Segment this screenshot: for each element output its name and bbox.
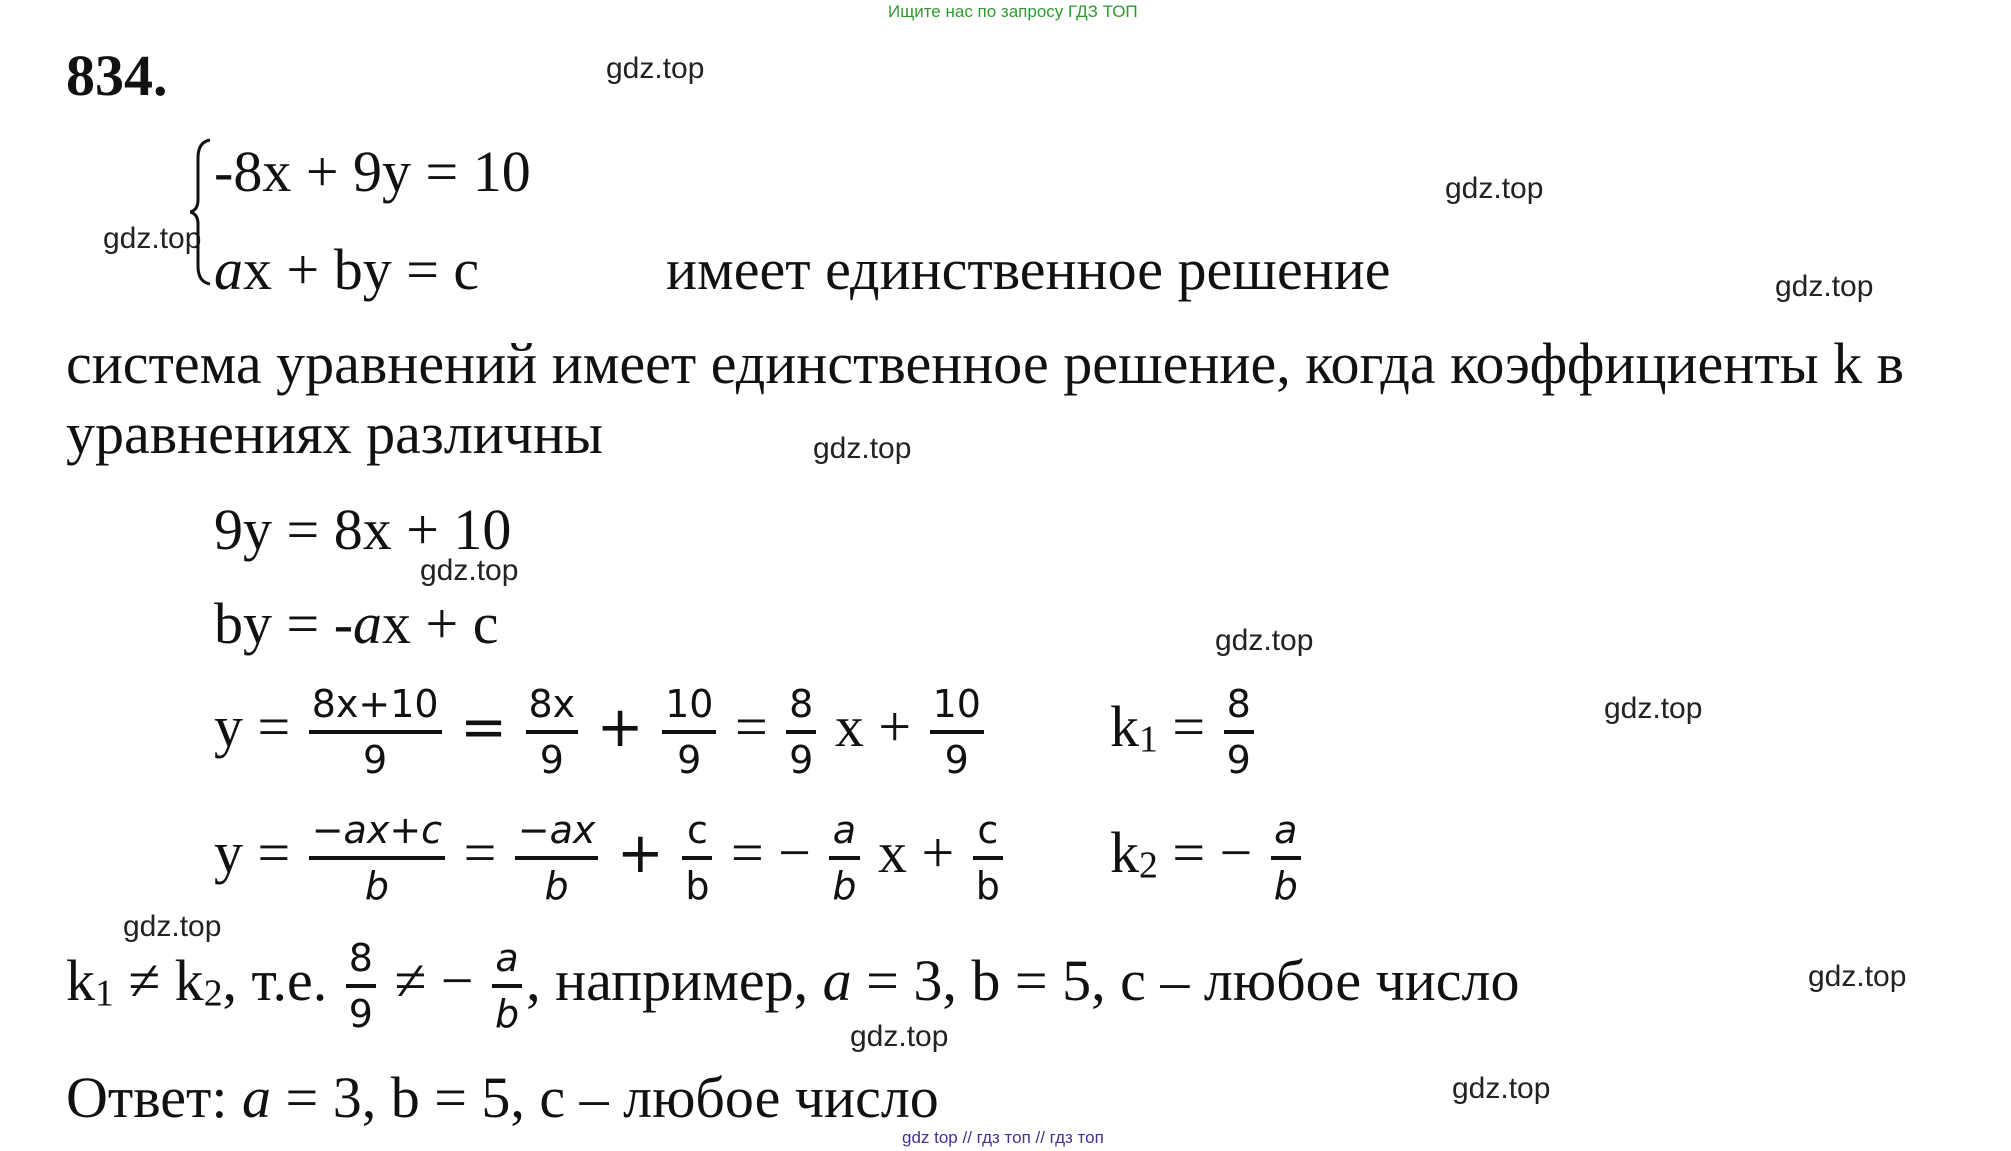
derivation-row-1 <box>214 682 988 783</box>
footer-links[interactable]: gdz top // гдз топ // гдз топ <box>902 1128 1104 1147</box>
conclusion-line <box>66 936 1519 1037</box>
watermark: gdz.top <box>1604 692 1703 725</box>
watermark: gdz.top <box>1452 1072 1551 1105</box>
watermark: gdz.top <box>850 1020 949 1053</box>
equals-minus: = − <box>730 819 811 885</box>
fraction-bar <box>662 730 716 734</box>
denominator: 9 <box>363 737 388 782</box>
watermark: gdz.top <box>123 910 222 943</box>
fraction <box>973 808 1003 909</box>
numerator: a <box>495 936 519 980</box>
equals-sign: = <box>460 694 507 760</box>
fraction-bar <box>973 856 1003 860</box>
denominator: b <box>832 863 857 908</box>
numerator: 8 <box>348 936 373 980</box>
problem-number: 834. <box>66 43 168 108</box>
fraction-bar <box>1224 730 1254 734</box>
equals-sign: = <box>734 693 768 759</box>
var-a: a <box>822 947 852 1013</box>
denominator: 9 <box>677 737 702 782</box>
denominator: b <box>975 863 1000 908</box>
watermark: gdz.top <box>103 222 202 255</box>
fraction-bar <box>930 730 984 734</box>
watermark: gdz.top <box>1808 960 1907 993</box>
fraction-bar <box>515 856 599 860</box>
watermark: gdz.top <box>1775 270 1874 303</box>
denominator: b <box>495 991 520 1036</box>
denominator: b <box>1273 863 1298 908</box>
numerator: 10 <box>665 682 714 726</box>
plus-sign: + <box>596 694 644 760</box>
watermark: gdz.top <box>1445 172 1544 205</box>
derivation-row-2 <box>214 808 1007 909</box>
system-brace <box>190 138 212 286</box>
numerator: a <box>1274 808 1298 852</box>
fraction <box>1271 808 1301 909</box>
watermark: gdz.top <box>813 432 912 465</box>
k-subscript: 2 <box>203 972 223 1015</box>
fraction <box>786 682 816 783</box>
fraction <box>492 936 522 1037</box>
var-a: a <box>241 1065 271 1130</box>
not-equal: ≠ k <box>128 947 204 1013</box>
example-text: , например, <box>526 947 809 1013</box>
step-2 <box>214 590 498 657</box>
example-values: = 3, b = 5, c – любое число <box>866 947 1520 1013</box>
watermark: gdz.top <box>1215 624 1314 657</box>
fraction <box>515 808 599 909</box>
fraction <box>309 808 445 909</box>
top-banner[interactable]: Ищите нас по запросу ГДЗ ТОП <box>888 2 1138 21</box>
fraction-bar <box>786 730 816 734</box>
numerator: 10 <box>932 682 981 726</box>
answer-line <box>66 1064 939 1131</box>
fraction-bar <box>682 856 712 860</box>
step-2-post: x + c <box>382 591 499 656</box>
numerator: 8 <box>1226 682 1251 726</box>
equation-rest: x + by = c <box>243 237 480 302</box>
lhs: y = <box>214 693 291 759</box>
k-subscript: 1 <box>1139 718 1158 761</box>
equals-minus: = − <box>1172 819 1253 885</box>
numerator: c <box>977 808 999 852</box>
explanation-line-1: система уравнений имеет единственное решение, когда коэффициенты k в <box>66 331 1905 396</box>
watermark: gdz.top <box>420 554 519 587</box>
fraction <box>682 808 712 909</box>
answer-values: = 3, b = 5, c – любое число <box>285 1065 939 1130</box>
fraction <box>829 808 859 909</box>
lhs: y = <box>214 819 291 885</box>
not-equal-minus: ≠ − <box>394 947 474 1013</box>
numerator: a <box>832 808 857 852</box>
fraction <box>1224 682 1254 783</box>
fraction <box>309 682 442 783</box>
denominator: 9 <box>944 737 969 782</box>
var-a: a <box>214 237 243 302</box>
fraction-bar <box>492 984 522 988</box>
fraction-bar <box>526 730 579 734</box>
denominator: b <box>685 863 710 908</box>
watermark: gdz.top <box>606 52 705 85</box>
fraction <box>526 682 579 783</box>
fraction-bar <box>309 856 445 860</box>
x-plus: x + <box>834 693 912 759</box>
fraction <box>930 682 984 783</box>
numerator: 8x <box>528 682 576 726</box>
var-a: a <box>353 591 383 656</box>
numerator: c <box>686 808 708 852</box>
answer-label: Ответ: <box>66 1065 228 1130</box>
fraction-bar <box>1271 856 1301 860</box>
system-equation-1: -8x + 9y = 10 <box>214 139 531 204</box>
denominator: b <box>544 863 569 908</box>
numerator: 8x+10 <box>311 682 439 726</box>
numerator: −ax <box>517 808 596 852</box>
system-equation-2 <box>214 236 479 303</box>
numerator: −ax+c <box>311 808 443 852</box>
x-plus: x + <box>878 819 955 885</box>
k2-value <box>1110 808 1305 909</box>
k-subscript: 1 <box>95 972 114 1015</box>
denominator: 9 <box>789 737 814 782</box>
equals-sign: = <box>1172 693 1206 759</box>
fraction <box>662 682 716 783</box>
numerator: 8 <box>789 682 814 726</box>
step-2-pre: by = - <box>214 591 354 656</box>
equals-sign: = <box>463 819 497 885</box>
fraction-bar <box>309 730 442 734</box>
explanation-line-2: уравнениях различны <box>66 401 603 466</box>
fraction-bar <box>829 856 859 860</box>
te-text: , т.е. <box>222 947 328 1013</box>
k-subscript: 2 <box>1139 844 1158 887</box>
system-comment: имеет единственное решение <box>666 237 1391 302</box>
k-label: k <box>66 947 95 1013</box>
denominator: 9 <box>1226 737 1251 782</box>
k-label: k <box>1110 693 1139 759</box>
fraction <box>346 936 376 1037</box>
fraction-bar <box>346 984 376 988</box>
denominator: b <box>364 863 389 908</box>
denominator: 9 <box>539 737 564 782</box>
k1-value <box>1110 682 1258 783</box>
denominator: 9 <box>348 991 373 1036</box>
k-label: k <box>1110 819 1139 885</box>
step-1: 9y = 8x + 10 <box>214 497 512 562</box>
plus-sign: + <box>616 820 664 886</box>
